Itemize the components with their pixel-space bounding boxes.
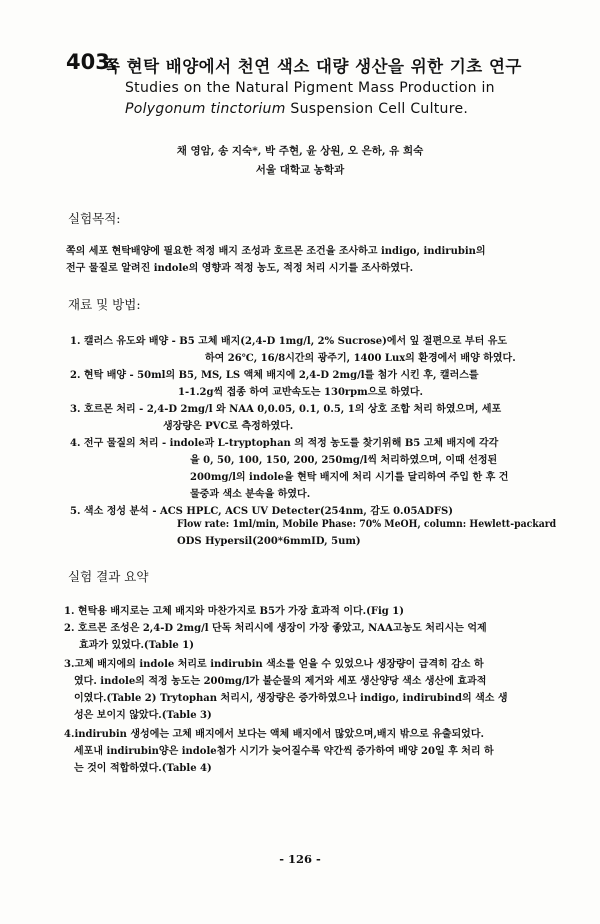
methods-line: 4. 전구 물질의 처리 - indole과 L-tryptophan 의 적정 농도를 찾기위해 B5 고체 배지에 각각 [70,438,499,449]
results-line: 세포내 indirubin양은 indole첨가 시기가 늦어질수록 약간씩 증가하여 배양 20일 후 처리 하 [74,746,494,757]
abstract-number: 403. [66,50,118,74]
methods-line: Flow rate: 1ml/min, Mobile Phase: 70% MeOH, column: Hewlett-packard [177,519,557,530]
methods-line: 1. 캘러스 유도와 배양 - B5 고체 배지(2,4-D 1mg/l, 2% Sucrose)에서 잎 절편으로 부터 유도 [70,336,508,347]
methods-line: ODS Hypersil(200*6mmID, 5um) [177,536,361,547]
results-line: 1. 현탁용 배지로는 고체 배지와 마찬가지로 B5가 가장 효과적 이다.(Fig 1) [64,606,404,617]
results-line: 이였다.(Table 2) Trytophan 처리시, 생장량은 증가하였으나 indigo, indirubind의 색소 생 [74,693,508,704]
objective-heading: 실험목적: [68,211,121,226]
methods-line: 물중과 색소 분속을 하였다. [190,489,311,500]
objective-line-2: 전구 물질로 알려진 indole의 영향과 적정 농도, 적정 처리 시기를 조사하였다. [66,263,414,274]
methods-line: 생장량은 PVC로 측정하였다. [163,421,294,432]
english-title-line1: Studies on the Natural Pigment Mass Production in [125,80,495,96]
results-line: 3.고체 배지에의 indole 처리로 indirubin 색소를 얻을 수 있었으나 생장량이 급격히 감소 하 [64,659,484,670]
results-line: 였다. indole의 적정 농도는 200mg/l가 불순물의 제거와 세포 생산양당 색소 생산에 효과적 [74,676,487,687]
results-line: 2. 호르몬 조성은 2,4-D 2mg/l 단독 처리시에 생장이 가장 좋았고, NAA고농도 처리시는 억제 [64,623,487,634]
methods-heading: 재료 및 방법: [68,297,141,312]
methods-line: 3. 호르몬 처리 - 2,4-D 2mg/l 와 NAA 0,0.05, 0.1, 0.5, 1의 상호 조합 처리 하였으며, 세포 [70,404,502,415]
english-title-line2 [125,101,468,117]
korean-title: 쪽 현탁 배양에서 천연 색소 대량 생산을 위한 기초 연구 [104,57,522,76]
methods-line: 200mg/l의 indole을 현탁 배지에 처리 시기를 달리하여 주입 한 후 건 [190,472,509,483]
results-line: 효과가 있었다.(Table 1) [79,640,194,651]
results-heading: 실험 결과 요약 [68,569,149,584]
english-title-line2-rest: Suspension Cell Culture. [290,101,469,117]
results-line: 4.indirubin 생성에는 고체 배지에서 보다는 액체 배지에서 많았으며,배지 밖으로 유출되었다. [64,729,484,740]
species-name: Polygonum tinctorium [125,101,286,117]
results-line: 성은 보이지 않았다.(Table 3) [74,710,212,721]
methods-line: 5. 색소 정성 분석 - ACS HPLC, ACS UV Detecter(254nm, 감도 0.05ADFS) [70,506,453,517]
results-line: 는 것이 적합하였다.(Table 4) [74,763,212,774]
methods-line: 을 0, 50, 100, 150, 200, 250mg/l씩 처리하였으며, 이때 선정된 [190,455,498,466]
objective-line-1: 쪽의 세포 현탁배양에 필요한 적정 배지 조성과 호르몬 조건을 조사하고 indigo, indirubin의 [66,246,486,257]
page-number: - 126 - [279,852,321,866]
methods-line: 1-1.2g씩 접종 하여 교반속도는 130rpm으로 하였다. [178,387,424,398]
methods-line: 하여 26℃, 16/8시간의 광주기, 1400 Lux의 환경에서 배양 하였다. [205,353,516,364]
authors: 채 영암, 송 지숙*, 박 주현, 윤 상원, 오 은하, 유 희숙 [176,145,424,157]
affiliation: 서울 대학교 농학과 [255,164,345,176]
methods-line: 2. 현탁 배양 - 50ml의 B5, MS, LS 액체 배지에 2,4-D 2mg/l를 첨가 시킨 후, 캘러스를 [70,370,479,381]
